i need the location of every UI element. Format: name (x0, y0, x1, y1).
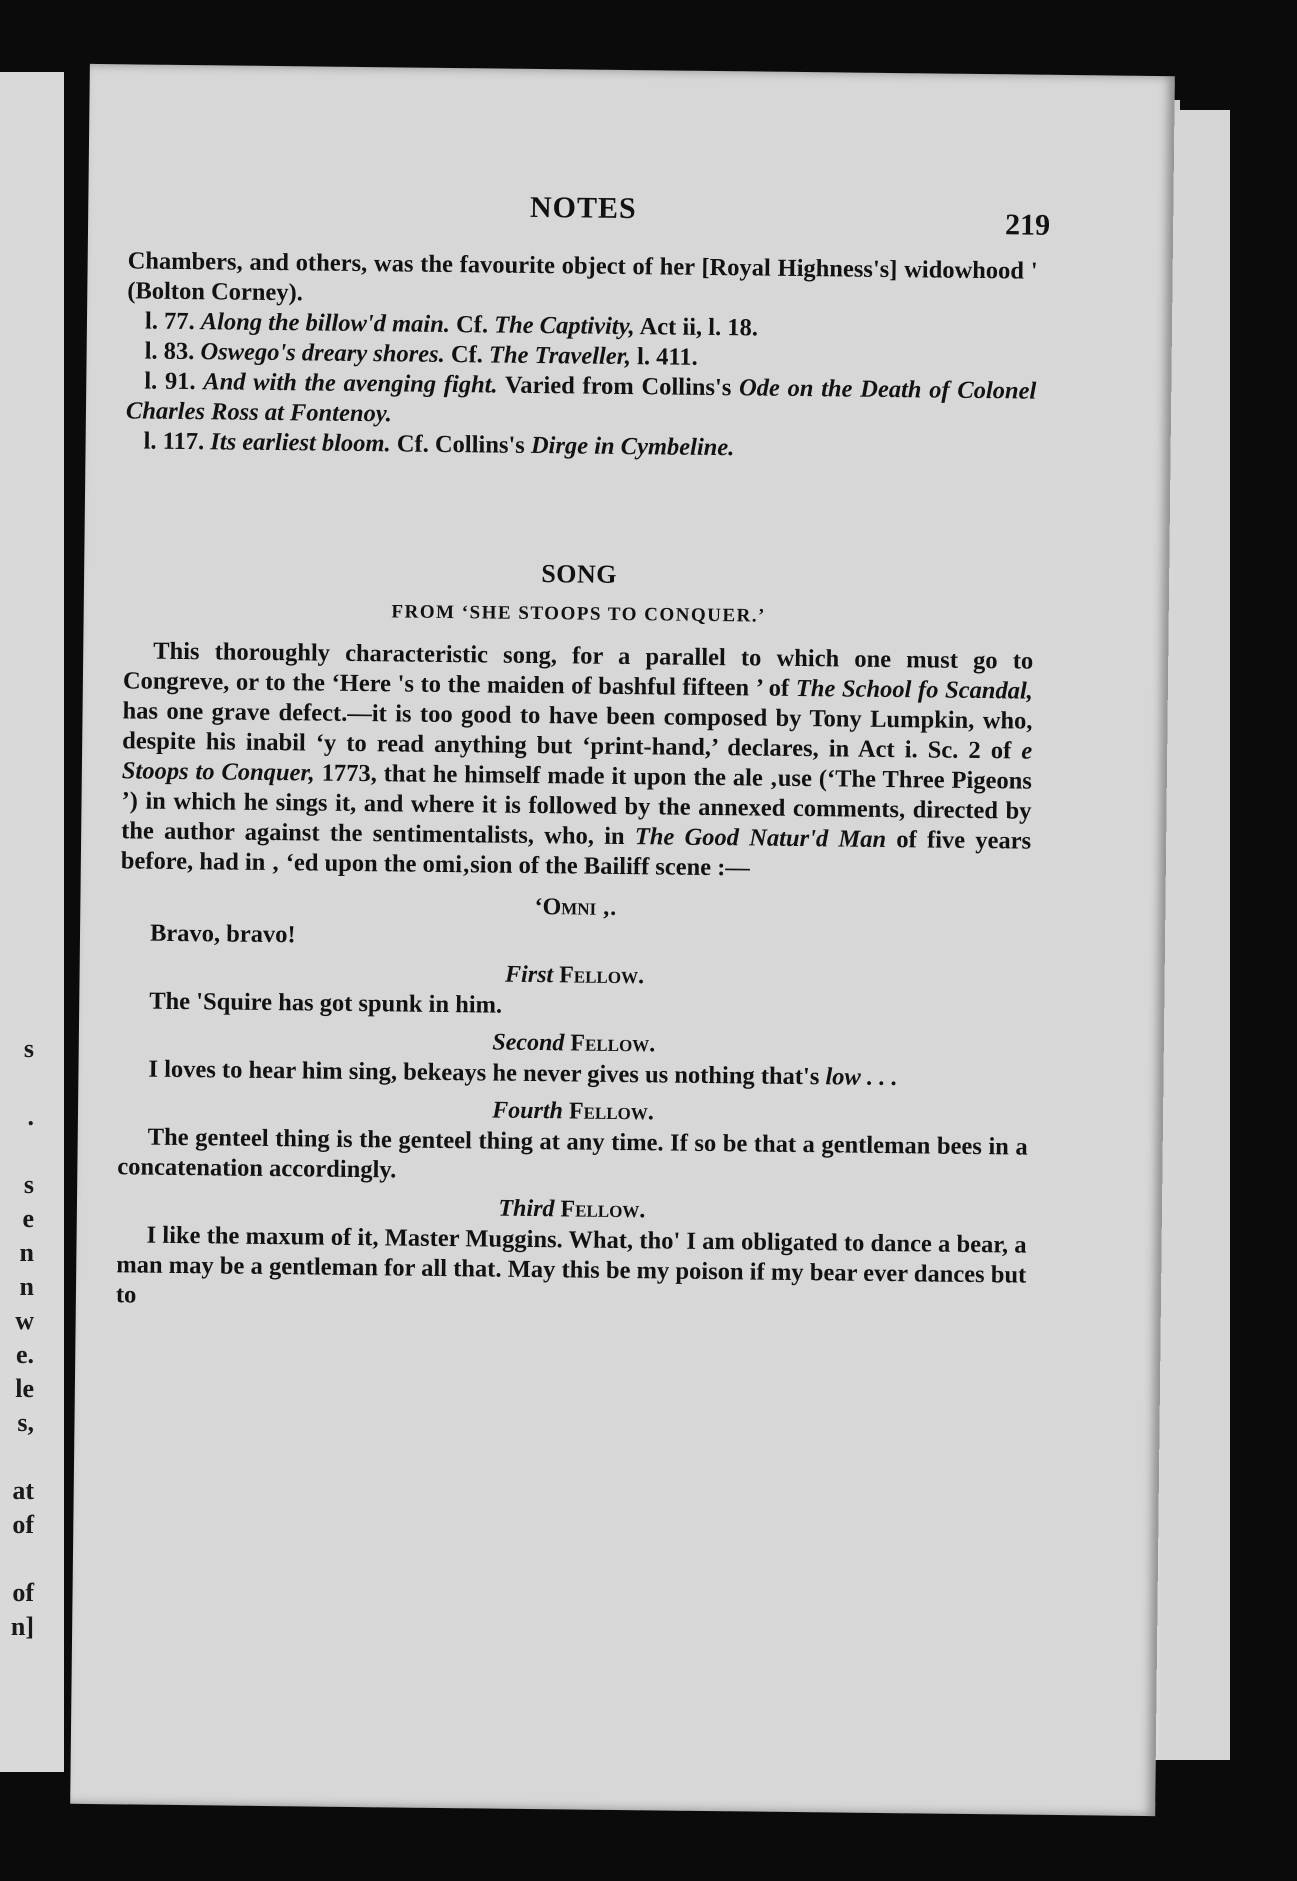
facing-page-fragment: s (23, 1034, 34, 1063)
speaker-name: Second Fellow. (492, 1029, 656, 1058)
facing-page-fragment: w (15, 1306, 34, 1335)
book-page (70, 64, 1175, 1816)
facing-page-fragment (0, 1542, 34, 1576)
notes-list (125, 306, 1037, 466)
note-pre: Cf. (450, 341, 484, 369)
note-pre: Varied from Collins's (504, 371, 732, 402)
facing-page-fragment (0, 1440, 34, 1474)
facing-page-fragment: n (19, 1238, 34, 1267)
speaker-name: Fourth Fellow. (492, 1097, 655, 1126)
speaker-name: First Fellow. (504, 961, 645, 990)
note-ref: l. 91. (144, 367, 196, 396)
note-phrase: Its earliest bloom. (210, 428, 391, 458)
facing-page-fragment: e. (15, 1340, 34, 1369)
facing-page-fragment: . (27, 1102, 34, 1131)
note-ref: l. 77. (144, 307, 195, 336)
running-head (128, 186, 1051, 256)
note-ref: l. 83. (144, 337, 195, 366)
speaker-name: ‘Omni ‚. (534, 894, 617, 921)
note-title: The Traveller, (488, 341, 632, 371)
speech-line: Bravo, bravo! (149, 919, 296, 949)
speech-line: The genteel thing is the genteel thing at any time. If so be that a gentleman bees in a concatenation accordingly. (117, 1123, 1028, 1184)
facing-page-fragment: e (22, 1204, 34, 1233)
note-post: l. 411. (636, 343, 698, 371)
note-continuation: Chambers, and others, was the favourite object of her [Royal Highness's] widowhood ' (Bolton Corney). (127, 247, 1038, 307)
note-phrase: Along the billow'd main. (200, 308, 451, 339)
facing-page-fragment: s, (17, 1408, 34, 1437)
facing-page-text (0, 1032, 34, 1644)
speech-line: I like the maxum of it, Master Muggins. What, tho' I am obligated to dance a bear, a man may be a gentleman for all that. May this be my poison if my bear ever dances but to (115, 1221, 1027, 1309)
song-intro: This thoroughly characteristic song, for a parallel to which one must go to Congreve, or to the ‘Here 's to the maiden of bashful fifteen ’ of The School fo Scandal, has one grave defect.—it is too good to have been composed by Tony Lumpkin, who, despite his inabil ‘y to read anything but ‘print-hand,’ declares, in Act i. Sc. 2 of e Stoops to Conquer, 1773, that he himself made it upon the ale ‚use (‘The Three Pigeons ’) in which he sings it, and where it is followed by the annexed comments, directed by the author against the sentimentalists, who, in The Good Natur'd Man of five years before, had in ‚ ‘ed upon the omi‚sion of the Bailiff scene :— (120, 637, 1034, 882)
page-content (115, 186, 1051, 1320)
song-heading: SONG (541, 559, 618, 589)
facing-page-fragment: of (12, 1578, 34, 1607)
note-title: The Captivity, (494, 311, 635, 341)
facing-page-fragment: le (15, 1374, 34, 1403)
note-pre: Cf. Collins's (396, 430, 525, 459)
page-number: 219 (1004, 208, 1051, 242)
facing-page-fragment (0, 1134, 34, 1168)
note-item (126, 366, 1037, 436)
speaker-name: Third Fellow. (498, 1195, 646, 1224)
running-title: NOTES (529, 190, 637, 226)
facing-page-fragment: n] (10, 1612, 34, 1641)
facing-page-fragment: n (19, 1272, 34, 1301)
facing-page-fragment: of (12, 1510, 34, 1539)
facing-page-fragment: at (12, 1476, 34, 1505)
note-title: Dirge in Cymbeline. (530, 431, 735, 462)
facing-page-fragment (0, 1066, 34, 1100)
note-phrase: Oswego's dreary shores. (200, 338, 445, 368)
facing-page-fragment: s (23, 1170, 34, 1199)
note-ref: l. 117. (143, 427, 205, 456)
note-title: Ode on the Death of Colonel Charles Ross at Fontenoy. (125, 374, 1037, 428)
dialogue (116, 886, 1031, 1320)
speech-line: I loves to hear him sing, bekeays he never gives us nothing that's low . . . (148, 1055, 898, 1092)
note-post: Act ii, l. 18. (639, 313, 759, 342)
note-pre: Cf. (455, 311, 489, 339)
facing-page-edge (0, 72, 64, 1772)
song-subheading: FROM ‘SHE STOOPS TO CONQUER.’ (391, 601, 767, 627)
speech-line: The 'Squire has got spunk in him. (149, 987, 503, 1019)
note-phrase: And with the avenging fight. (203, 368, 498, 399)
